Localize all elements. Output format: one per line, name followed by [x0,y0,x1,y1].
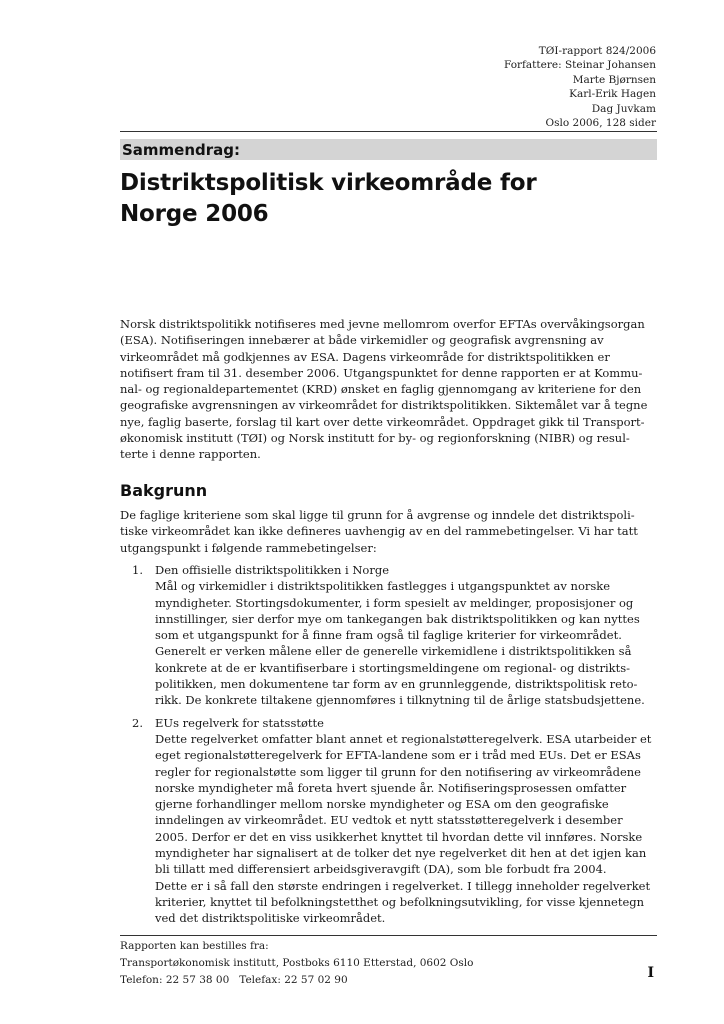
text-line: tiske virkeområdet kan ikke defineres uavhengig av en del rammebetingelser. Vi har tatt [120,524,638,539]
report-author: Dag Juvkam [591,102,656,115]
list-item [120,715,660,927]
page-number: I [647,965,654,981]
text-line: ved det distriktspolitiske virkeområdet. [155,911,386,926]
report-metadata [504,44,656,130]
report-author: Karl-Erik Hagen [569,88,656,101]
text-line: geografiske avgrensningen av virkeområdet for distriktspolitikken. Siktemålet var å tegne [120,398,648,413]
text-line: norske myndigheter må foreta hvert sjuende år. Notifiseringsprosessen omfatter [155,780,627,795]
title-line: Norge 2006 [120,201,269,227]
text-line: utgangspunkt i følgende rammebetingelser: [120,540,377,555]
list-item-number: 1. [132,563,143,577]
text-line: regler for regionalstøtte som ligger til grunn for den notifisering av virkeområdene [155,764,641,779]
footer-fax: Telefax: 22 57 02 90 [239,974,348,986]
text-line: myndigheter har signalisert at de tolker det nye regelverket dit hen at det igjen kan [155,846,647,861]
text-line: kriterier, knyttet til befolkningstetthet og befolkningsutvikling, for visse kjennetegn [155,894,645,909]
text-line: økonomisk institutt (TØI) og Norsk institutt for by- og regionforskning (NIBR) og resul- [120,431,630,446]
list-item [120,562,660,709]
footer-order-label: Rapporten kan bestilles fra: [120,940,269,952]
report-place-pages: Oslo 2006, 128 sider [545,117,656,130]
text-line: innstillinger, sier derfor mye om tankegangen bak distriktspolitikken og kan nyttes [155,611,640,626]
footer-phone: Telefon: 22 57 38 00 [120,974,230,986]
footer-address: Transportøkonomisk institutt, Postboks 6110 Etterstad, 0602 Oslo [120,957,474,969]
report-author: Forfattere: Steinar Johansen [503,59,656,72]
text-line: Dette regelverket omfatter blant annet et regionalstøtteregelverk. ESA utarbeider et [155,731,652,746]
list-item-heading: Den offisielle distriktspolitikken i Norge [155,563,390,577]
text-line: (ESA). Notifiseringen innebærer at både virkemidler og geografisk avgrensning av [120,333,604,348]
text-line: Dette er i så fall den største endringen i regelverket. I tillegg inneholder regelverket [155,878,651,893]
text-line: De faglige kriteriene som skal ligge til grunn for å avgrense og inndele det distriktspoli- [120,508,635,522]
title-line: Distriktspolitisk virkeområde for [120,170,537,196]
section-label: Sammendrag: [122,141,241,159]
text-line: nal- og regionaldepartementet (KRD) ønsket en faglig gjennomgang av kriteriene for den [120,382,642,397]
top-divider [120,131,657,132]
footer-divider [120,935,657,936]
bakgrunn-paragraph [120,507,660,556]
text-line: konkrete at de er kvantifiserbare i stortingsmeldingene om regional- og distrikts- [155,660,631,675]
text-line: bli tillatt med differensiert arbeidsgiveravgift (DA), som ble forbudt fra 2004. [155,862,607,877]
footer [120,938,474,989]
text-line: notifisert fram til 31. desember 2006. Utgangspunktet for denne rapporten er at Kommu- [120,365,643,380]
page-title [120,168,640,230]
text-line: som et utgangspunkt for å finne fram også til faglige kriterier for virkeområdet. [155,628,622,643]
text-line: politikken, men dokumentene tar form av en grunnleggende, distriktspolitisk reto- [155,677,638,692]
text-line: Mål og virkemidler i distriktspolitikken fastlegges i utgangspunktet av norske [155,579,611,594]
footer-contact [120,972,474,989]
text-line: nye, faglig baserte, forslag til kart over dette virkeområdet. Oppdraget gikk til Transport- [120,414,645,429]
report-number: TØI-rapport 824/2006 [538,45,656,57]
text-line: terte i denne rapporten. [120,447,261,462]
list-item-number: 2. [132,715,143,730]
text-line: gjerne forhandlinger mellom norske myndigheter og ESA om den geografiske [155,797,609,812]
report-author: Marte Bjørnsen [572,73,656,86]
text-line: Norsk distriktspolitikk notifiseres med jevne mellomrom overfor EFTAs overvåkingsorgan [120,317,645,331]
text-line: inndelingen av virkeområdet. EU vedtok et nytt statsstøtteregelverk i desember [155,813,623,828]
section-heading-bakgrunn: Bakgrunn [120,481,208,500]
text-line: myndigheter. Stortingsdokumenter, i form spesielt av meldinger, proposisjoner og [155,595,634,610]
text-line: virkeområdet må godkjennes av ESA. Dagens virkeområde for distriktspolitikken er [120,349,610,364]
text-line: 2005. Derfor er det en viss usikkerhet knyttet til hvordan dette vil innføres. Norske [155,829,643,844]
numbered-list [120,562,660,927]
text-line: Generelt er verken målene eller de generelle virkemidlene i distriktspolitikken så [155,644,632,659]
intro-paragraph [120,316,660,463]
text-line: eget regionalstøtteregelverk for EFTA-landene som er i tråd med EUs. Det er ESAs [155,748,641,763]
list-item-heading: EUs regelverk for statsstøtte [155,715,324,730]
section-band [120,139,657,160]
text-line: rikk. De konkrete tiltakene gjennomføres i tilknytning til de årlige statsbudsjettene. [155,693,645,708]
